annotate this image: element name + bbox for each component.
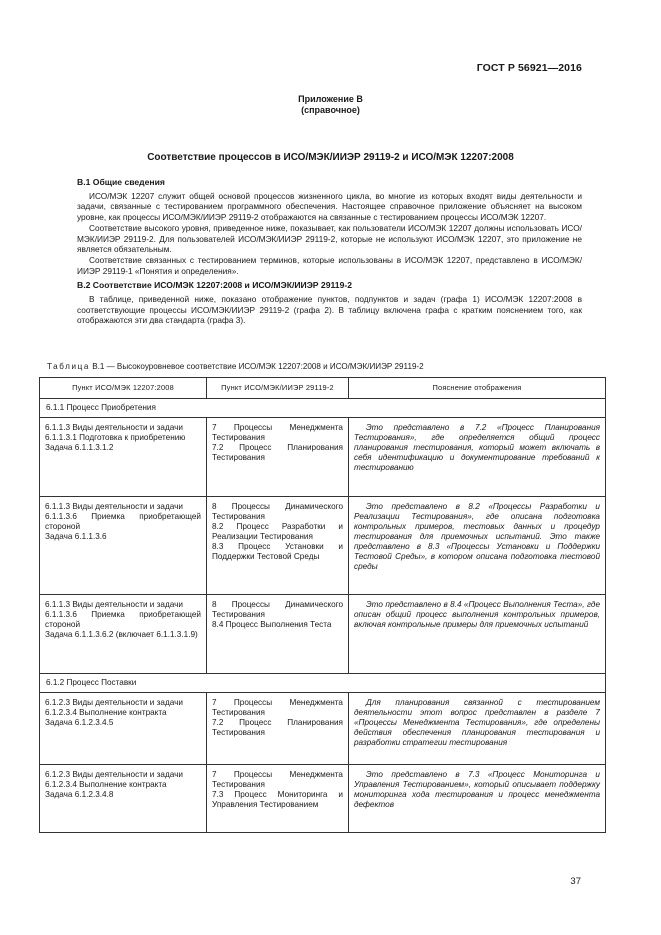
section-cell: 6.1.2 Процесс Поставки [40,674,606,693]
cell-line: 6.1.1.3.6 Приемка приобретающей стороной [45,512,201,531]
table-row [40,765,606,833]
table-row [40,595,606,674]
explanation-text: Это представлено в 8.2 «Процессы Разработки и Реализации Тестирования», где описана подготовка контрольных примеров, тестовых данных и процедур тестирования для приемочных испытаний. Это также представлено в 8.3 «Процессы Установки и Поддержки Тестовой Среды», в котором описана подготовка тестовой среды [354,502,600,571]
appendix-title: Приложение В [298,94,363,104]
explanation-text: Это представлено в 8.4 «Процесс Выполнения Теста», где описан общий процесс выполнения контрольных примеров, включая контрольные примеры для приемочных испытаний [354,600,600,629]
standard-code: ГОСТ Р 56921—2016 [476,62,582,74]
table-header-row [40,378,606,399]
cell-line: 8.3 Процесс Установки и Поддержки Тестовой Среды [212,542,343,561]
cell-line: 6.1.1.3.1 Подготовка к приобретению [45,433,186,442]
table-caption-text: В.1 — Высокоуровневое соответствие ИСО/МЭК 12207:2008 и ИСО/МЭК/ИИЭР 29119-2 [92,362,424,371]
clause-cell [40,693,207,765]
process-cell [207,595,349,674]
cell-line: Задача 6.1.2.3.4.8 [45,790,114,799]
explanation-cell [349,418,606,497]
clause-cell [40,595,207,674]
explanation-cell [349,497,606,595]
cell-line: Задача 6.1.1.3.6.2 (включает 6.1.1.3.1.9) [45,630,198,639]
cell-line: 8.2 Процесс Разработки и Реализации Тестирования [212,522,343,541]
clause-cell [40,765,207,833]
paragraph: ИСО/МЭК 12207 служит общей основой процессов жизненного цикла, во многие из которых входят виды деятельности и задачи, связанные с тестированием программного обеспечения. Настоящее справочное приложение объясняет на высоком уровне, как процессы ИСО/МЭК/ИИЭР 29119-2 отображаются на связанные с тестированием процессы ИСО/МЭК 12207. [77,190,582,223]
page-number: 37 [570,876,581,887]
cell-line: 8 Процессы Динамического Тестирования [212,600,343,619]
table-row [40,693,606,765]
column-header: Пояснение отображения [349,378,606,399]
cell-line: Задача 6.1.2.3.4.5 [45,718,114,727]
cell-line: 7.2 Процесс Планирования Тестирования [212,718,343,737]
mapping-table [39,377,606,833]
cell-line: 7.3 Процесс Мониторинга и Управления Тестированием [212,790,343,809]
explanation-cell [349,595,606,674]
table-row [40,497,606,595]
cell-line: 7 Процессы Менеджмента Тестирования [212,423,343,442]
cell-line: 6.1.2.3 Виды деятельности и задачи [45,698,183,707]
table-section-row [40,399,606,418]
table-section-row [40,674,606,693]
clause-cell [40,418,207,497]
cell-line: 7.2 Процесс Планирования Тестирования [212,443,343,462]
cell-line: 8.4 Процесс Выполнения Теста [212,620,332,629]
cell-line: 6.1.2.3.4 Выполнение контракта [45,708,167,717]
process-cell [207,693,349,765]
cell-line: 6.1.1.3 Виды деятельности и задачи [45,423,183,432]
paragraph: Соответствие связанных с тестированием терминов, которые использованы в ИСО/МЭК 12207, представлено в ИСО/МЭК/ИИЭР 29119-1 «Понятия и определения». [77,254,582,276]
section-heading-2: В.2 Соответствие ИСО/МЭК 12207:2008 и ИСО/МЭК/ИИЭР 29119-2 [77,280,352,291]
cell-line: 6.1.1.3 Виды деятельности и задачи [45,600,183,609]
cell-line: 6.1.1.3.6 Приемка приобретающей стороной [45,610,201,629]
section-cell: 6.1.1 Процесс Приобретения [40,399,606,418]
table-caption-label: Таблица [47,362,90,371]
column-header: Пункт ИСО/МЭК/ИИЭР 29119-2 [207,378,349,399]
explanation-cell [349,693,606,765]
column-header: Пункт ИСО/МЭК 12207:2008 [40,378,207,399]
cell-line: 6.1.2.3.4 Выполнение контракта [45,780,167,789]
main-title: Соответствие процессов в ИСО/МЭК/ИИЭР 29119-2 и ИСО/МЭК 12207:2008 [147,152,514,163]
appendix-subtitle: (справочное) [301,105,360,115]
process-cell [207,497,349,595]
process-cell [207,765,349,833]
section-heading-1: В.1 Общие сведения [77,177,165,187]
cell-line: 6.1.1.3 Виды деятельности и задачи [45,502,183,511]
cell-line: 7 Процессы Менеджмента Тестирования [212,770,343,789]
table-row [40,418,606,497]
process-cell [207,418,349,497]
explanation-text: Это представлено в 7.2 «Процесс Планирования Тестирования», где определяется общий процесс планирования тестирования, который может включать в себя идентификацию и документирование требований к тестированию [354,423,600,472]
explanation-text: Это представлено в 7.3 «Процесс Мониторинга и Управления Тестированием», который описывает поддержку мониторинга хода тестирования и процесс менеджмента дефектов [354,770,600,809]
body-text [77,177,582,326]
explanation-text: Для планирования связанной с тестированием деятельности этот вопрос представлен в разделе 7 «Процессы Менеджмента Тестирования», где определены действия обеспечения планирования тестирования и разработки стратегии тестирования [354,698,600,747]
paragraph: Соответствие высокого уровня, приведенное ниже, показывает, как пользователи ИСО/МЭК 12207 должны использовать ИСО/МЭК/ИИЭР 29119-2. Для пользователей ИСО/МЭК/ИИЭР 29119-2, которые не используют ИСО/МЭК 12207, это приложение не является обязательным. [77,222,582,255]
appendix-heading [0,94,661,116]
clause-cell [40,497,207,595]
cell-line: 7 Процессы Менеджмента Тестирования [212,698,343,717]
explanation-cell [349,765,606,833]
paragraph: В таблице, приведенной ниже, показано отображение пунктов, подпунктов и задач (графа 1) ИСО/МЭК 12207:2008 в соответствующие процессы ИСО/МЭК/ИИЭР 29119-2 (графа 2). В таблицу включена графа с кратким пояснением того, как отображаются эти два стандарта (графа 3). [77,294,582,326]
cell-line: Задача 6.1.1.3.1.2 [45,443,114,452]
cell-line: Задача 6.1.1.3.6 [45,532,107,541]
cell-line: 6.1.2.3 Виды деятельности и задачи [45,770,183,779]
cell-line: 8 Процессы Динамического Тестирования [212,502,343,521]
table-caption [47,362,607,371]
